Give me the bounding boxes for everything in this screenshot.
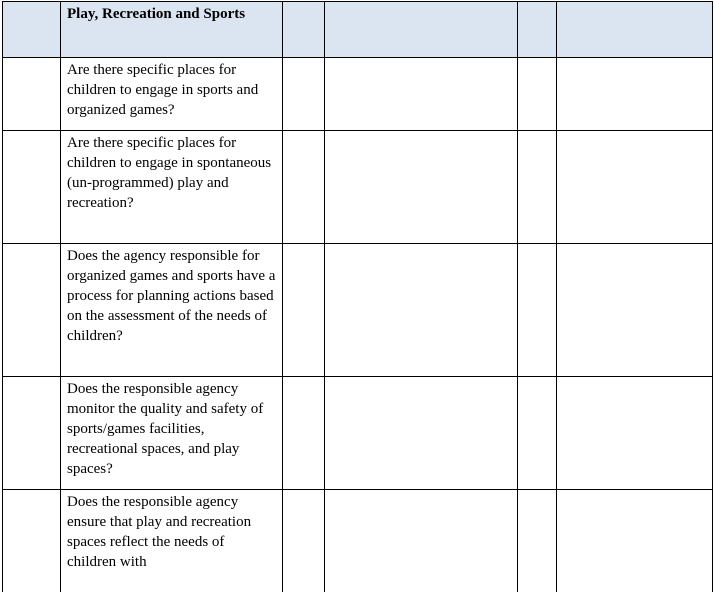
table-cell	[3, 2, 61, 58]
question-cell	[61, 490, 283, 592]
answer-cell[interactable]	[325, 490, 518, 592]
table-cell	[3, 244, 61, 377]
table-cell	[3, 58, 61, 131]
table-row	[3, 377, 713, 490]
question-text: Are there specific places for children to engage in sports and organized games?	[67, 62, 259, 118]
section-header-row	[3, 2, 713, 58]
answer-cell[interactable]	[283, 377, 325, 490]
table-row	[3, 58, 713, 131]
table-row	[3, 244, 713, 377]
question-text: Does the agency responsible for organized games and sports have a process for planning actions based on the assessment of the needs of children?	[67, 248, 276, 344]
answer-cell[interactable]	[557, 58, 713, 131]
answer-cell[interactable]	[325, 377, 518, 490]
table-row	[3, 490, 713, 592]
answer-cell[interactable]	[283, 131, 325, 244]
answer-cell[interactable]	[325, 58, 518, 131]
table-cell	[3, 377, 61, 490]
answer-cell[interactable]	[325, 131, 518, 244]
answer-cell[interactable]	[518, 377, 557, 490]
answer-cell[interactable]	[557, 244, 713, 377]
answer-cell[interactable]	[518, 58, 557, 131]
question-cell	[61, 244, 283, 377]
question-text: Are there specific places for children to engage in spontaneous (un-programmed) play and recreation?	[67, 135, 272, 211]
answer-cell[interactable]	[283, 58, 325, 131]
question-cell	[61, 58, 283, 131]
section-title-cell	[61, 2, 283, 58]
table-cell	[518, 2, 557, 58]
answer-cell[interactable]	[283, 244, 325, 377]
answer-cell[interactable]	[557, 377, 713, 490]
answer-cell[interactable]	[283, 490, 325, 592]
table-cell	[3, 490, 61, 592]
answer-cell[interactable]	[518, 131, 557, 244]
question-text: Does the responsible agency ensure that play and recreation spaces reflect the needs of children with	[67, 494, 252, 570]
table-cell	[325, 2, 518, 58]
table-row	[3, 131, 713, 244]
checklist-table	[2, 1, 713, 592]
section-title: Play, Recreation and Sports	[67, 6, 246, 22]
answer-cell[interactable]	[518, 244, 557, 377]
question-cell	[61, 377, 283, 490]
answer-cell[interactable]	[518, 490, 557, 592]
answer-cell[interactable]	[557, 490, 713, 592]
question-text: Does the responsible agency monitor the quality and safety of sports/games facilities, recreational spaces, and play spaces?	[67, 381, 264, 477]
table-cell	[283, 2, 325, 58]
table-cell	[3, 131, 61, 244]
answer-cell[interactable]	[557, 131, 713, 244]
question-cell	[61, 131, 283, 244]
answer-cell[interactable]	[325, 244, 518, 377]
table-cell	[557, 2, 713, 58]
